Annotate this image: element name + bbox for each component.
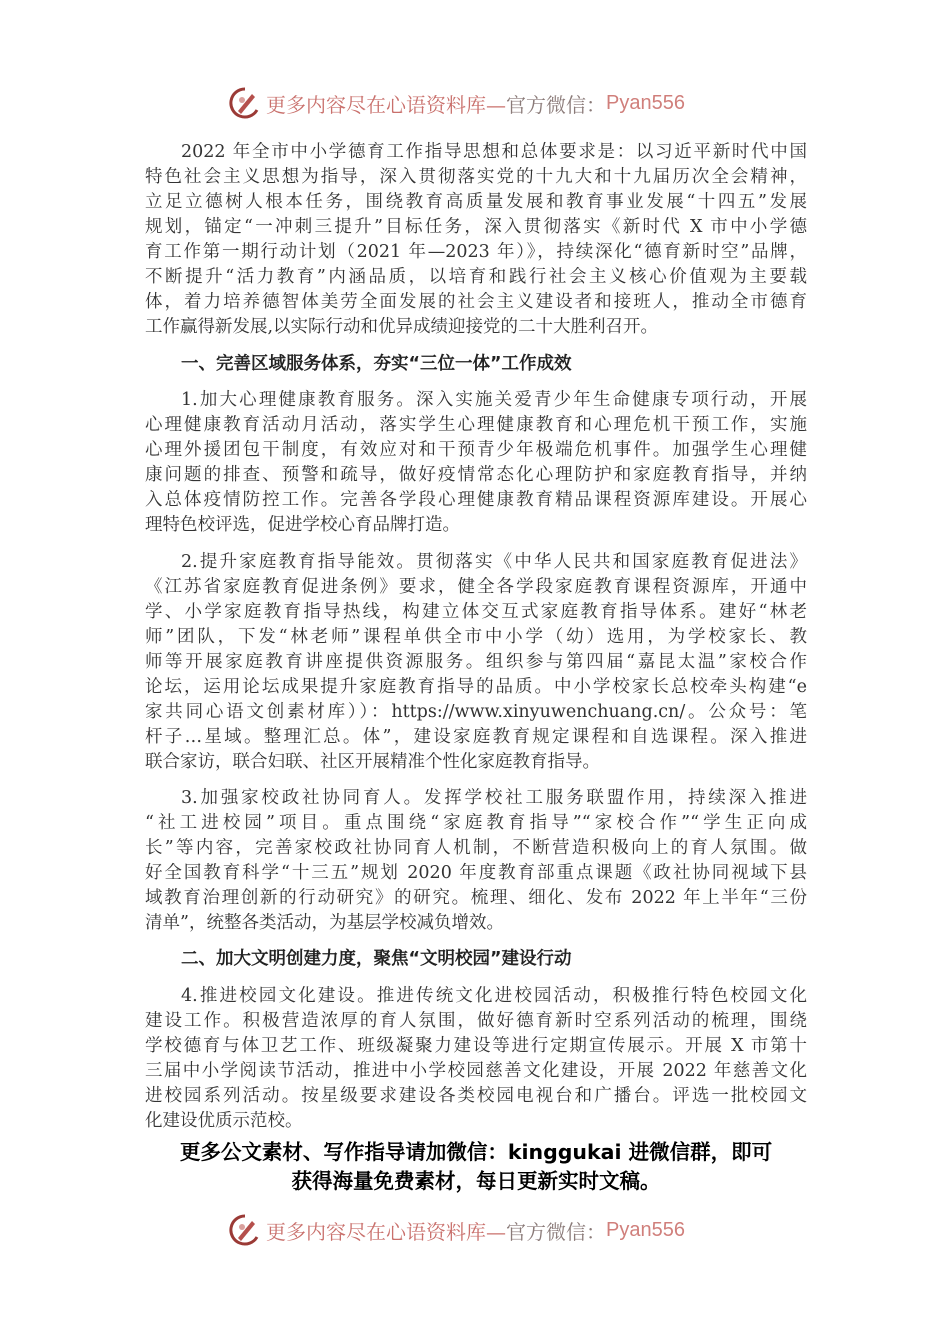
text-line: 《江苏省家庭教育促进条例》要求，健全各学段家庭教育课程资源库，开通中: [145, 577, 807, 597]
text-line: 立足立德树人根本任务，围绕教育高质量发展和教育事业发展“十四五”发展: [145, 192, 807, 212]
watermark-text: 更多内容尽在心语资料库—: [266, 1219, 506, 1244]
text-line: 清单”，统整各类活动，为基层学校减负增效。: [145, 913, 504, 933]
section-heading-1: 一、完善区域服务体系，夯实“三位一体”工作成效: [181, 354, 572, 374]
watermark-header: [228, 85, 685, 121]
text-line: 2022 年全市中小学德育工作指导思想和总体要求是：以习近平新时代中国: [181, 142, 807, 162]
watermark-label: 官方微信：: [506, 92, 606, 117]
text-line: 体，着力培养德智体美劳全面发展的社会主义建设者和接班人，推动全市德育: [145, 292, 807, 312]
intro-paragraph: [145, 140, 807, 340]
promo-line: 更多公文素材、写作指导请加微信：kinggukai 进微信群，即可: [179, 1140, 773, 1164]
text-line: 论坛，运用论坛成果提升家庭教育指导的品质。中小学校家长总校牵头构建“e: [145, 677, 807, 697]
text-line: 域教育治理创新的行动研究》的研究。梳理、细化、发布 2022 年上半年“三份: [145, 888, 807, 908]
paragraph-1: [145, 388, 807, 538]
text-line: 三届中小学阅读节活动，推进中小学校园慈善文化建设，开展 2022 年慈善文化: [145, 1061, 807, 1081]
text-line: 4.推进校园文化建设。推进传统文化进校园活动，积极推行特色校园文化: [181, 986, 807, 1006]
text-line: 理特色校评选，促进学校心育品牌打造。: [145, 515, 460, 535]
text-line: 师等开展家庭教育讲座提供资源服务。组织参与第四届“嘉昆太温”家校合作: [145, 652, 807, 672]
text-line: “社工进校园”项目。重点围绕“家庭教育指导”“家校合作”“学生正向成: [145, 813, 807, 833]
text-line: 工作赢得新发展,以实际行动和优异成绩迎接党的二十大胜利召开。: [145, 317, 659, 337]
text-line: 育工作第一期行动计划（2021 年—2023 年）》，持续深化“德育新时空”品牌，: [145, 242, 807, 262]
watermark-text: 更多内容尽在心语资料库—: [266, 92, 506, 117]
promo-text: [145, 1138, 807, 1196]
section-heading-2: 二、加大文明创建力度，聚焦“文明校园”建设行动: [181, 949, 572, 969]
watermark-label: 官方微信：: [506, 1219, 606, 1244]
pen-logo-icon: [228, 86, 262, 120]
text-line: 3.加强家校政社协同育人。发挥学校社工服务联盟作用，持续深入推进: [181, 788, 807, 808]
text-line: 家共同心语文创素材库））：https://www.xinyuwenchuang.cn/。公众号：笔: [145, 702, 807, 722]
watermark-wechat-id: Pyan556: [606, 91, 685, 114]
watermark-wechat-id: Pyan556: [606, 1218, 685, 1241]
text-line: 1.加大心理健康教育服务。深入实施关爱青少年生命健康专项行动，开展: [181, 390, 807, 410]
text-line: 建设工作。积极营造浓厚的育人氛围，做好德育新时空系列活动的梳理，围绕: [145, 1011, 807, 1031]
paragraph-3: [145, 786, 807, 936]
text-line: 特色社会主义思想为指导，深入贯彻落实党的十九大和十九届历次全会精神，: [145, 167, 807, 187]
pen-logo-icon: [228, 1213, 262, 1247]
text-line: 康问题的排查、预警和疏导，做好疫情常态化心理防护和家庭教育指导，并纳: [145, 465, 807, 485]
watermark-footer: [228, 1212, 685, 1248]
text-line: 不断提升“活力教育”内涵品质，以培育和践行社会主义核心价值观为主要载: [145, 267, 807, 287]
text-line: 杆子…星域。整理汇总。体”，建设家庭教育规定课程和自选课程。深入推进: [145, 727, 807, 747]
promo-line: 获得海量免费素材，每日更新实时文稿。: [291, 1169, 661, 1193]
text-line: 学、小学家庭教育指导热线，构建立体交互式家庭教育指导体系。建好“林老: [145, 602, 807, 622]
text-line: 学校德育与体卫艺工作、班级凝聚力建设等进行定期宣传展示。开展 X 市第十: [145, 1036, 807, 1056]
text-line: 联合家访，联合妇联、社区开展精准个性化家庭教育指导。: [145, 752, 600, 772]
text-line: 师”团队，下发“林老师”课程单供全市中小学（幼）选用，为学校家长、教: [145, 627, 807, 647]
text-line: 化建设优质示范校。: [145, 1111, 303, 1131]
text-line: 2.提升家庭教育指导能效。贯彻落实《中华人民共和国家庭教育促进法》: [181, 552, 807, 572]
paragraph-4: [145, 984, 807, 1134]
text-line: 规划，锚定“一冲刺三提升”目标任务，深入贯彻落实《新时代 X 市中小学德: [145, 217, 807, 237]
text-line: 入总体疫情防控工作。完善各学段心理健康教育精品课程资源库建设。开展心: [145, 490, 807, 510]
text-line: 长”等内容，完善家校政社协同育人机制，不断营造积极向上的育人氛围。做: [145, 838, 807, 858]
text-line: 进校园系列活动。按星级要求建设各类校园电视台和广播台。评选一批校园文: [145, 1086, 807, 1106]
text-line: 心理外援团包干制度，有效应对和干预青少年极端危机事件。加强学生心理健: [145, 440, 807, 460]
text-line: 好全国教育科学“十三五”规划 2020 年度教育部重点课题《政社协同视域下县: [145, 863, 807, 883]
paragraph-2: [145, 550, 807, 775]
text-line: 心理健康教育活动月活动，落实学生心理健康教育和心理危机干预工作，实施: [145, 415, 807, 435]
